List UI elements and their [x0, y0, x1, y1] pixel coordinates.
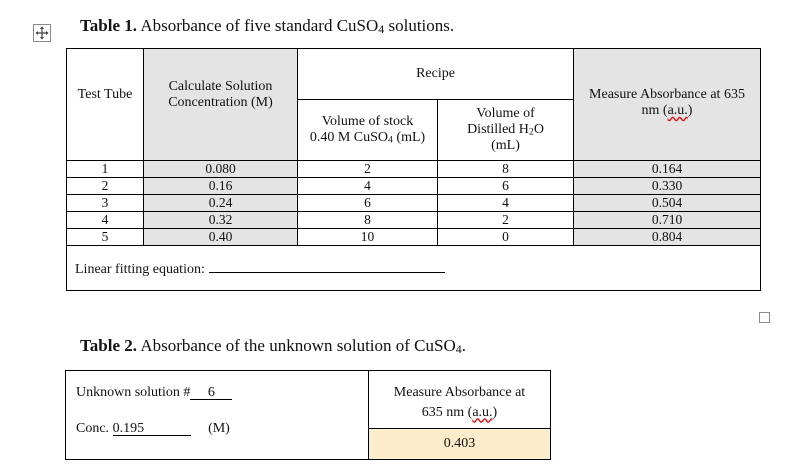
- absorbance-cell[interactable]: 0.504: [574, 195, 761, 212]
- caption-subscript: 4: [378, 21, 385, 36]
- table-resize-handle[interactable]: [759, 312, 770, 323]
- header-water-volume: Volume of Distilled $H_2O$ (mL): [438, 100, 574, 161]
- stock-cell[interactable]: 4: [298, 178, 438, 195]
- concentration-cell[interactable]: 0.32: [144, 212, 298, 229]
- water-cell[interactable]: 8: [438, 161, 574, 178]
- caption-end: solutions.: [384, 16, 455, 35]
- spellcheck-underline: a.u.: [472, 404, 493, 420]
- tube-cell[interactable]: 5: [67, 229, 144, 246]
- header-stock-volume: Volume of stock 0.40 M CuSO$_4$ (mL): [298, 100, 438, 161]
- unknown-absorbance-cell[interactable]: 0.403: [369, 429, 551, 460]
- unknown-number-field[interactable]: 6: [190, 386, 232, 400]
- concentration-unit: (M): [208, 421, 230, 436]
- stock-cell[interactable]: 10: [298, 229, 438, 246]
- caption-subscript: 4: [455, 341, 462, 356]
- table-row: [67, 161, 761, 178]
- water-cell[interactable]: 2: [438, 212, 574, 229]
- unknown-label: Unknown solution #: [76, 385, 191, 400]
- stock-cell[interactable]: 8: [298, 212, 438, 229]
- table-row: [67, 195, 761, 212]
- stock-cell[interactable]: 2: [298, 161, 438, 178]
- stock-cell[interactable]: 6: [298, 195, 438, 212]
- tube-cell[interactable]: 4: [67, 212, 144, 229]
- concentration-cell[interactable]: 0.40: [144, 229, 298, 246]
- tube-cell[interactable]: 2: [67, 178, 144, 195]
- table-row: [67, 178, 761, 195]
- measure-absorbance-header: Measure Absorbance at 635 nm (a.u.): [369, 371, 551, 429]
- fitting-equation-label: Linear fitting equation:: [75, 261, 205, 277]
- header-recipe: Recipe: [298, 49, 574, 100]
- fitting-equation-cell[interactable]: [67, 246, 761, 291]
- header-concentration: Calculate Solution Concentration (M): [144, 49, 298, 161]
- unknown-table: [65, 370, 551, 460]
- header-test-tube: Test Tube: [67, 49, 144, 161]
- standards-table: [66, 48, 761, 291]
- caption-label: Table 2.: [80, 336, 138, 355]
- concentration-field[interactable]: 0.195: [113, 422, 191, 436]
- water-cell[interactable]: 0: [438, 229, 574, 246]
- concentration-label: Conc.: [76, 421, 113, 436]
- water-cell[interactable]: 6: [438, 178, 574, 195]
- concentration-cell[interactable]: 0.24: [144, 195, 298, 212]
- concentration-cell[interactable]: 0.080: [144, 161, 298, 178]
- caption-end: .: [461, 336, 466, 355]
- concentration-cell[interactable]: 0.16: [144, 178, 298, 195]
- tube-cell[interactable]: 1: [67, 161, 144, 178]
- table-row: [67, 229, 761, 246]
- table-move-handle[interactable]: [33, 24, 51, 42]
- header-absorbance: Measure Absorbance at 635 nm (a.u.): [574, 49, 761, 161]
- table2-caption: [80, 336, 466, 356]
- table-row: [67, 212, 761, 229]
- caption-label: Table 1.: [80, 16, 138, 35]
- absorbance-cell[interactable]: 0.164: [574, 161, 761, 178]
- tube-cell[interactable]: 3: [67, 195, 144, 212]
- caption-text: Absorbance of the unknown solution of CuSO: [137, 336, 456, 355]
- absorbance-cell[interactable]: 0.804: [574, 229, 761, 246]
- move-arrows-icon: [35, 26, 49, 40]
- water-cell[interactable]: 4: [438, 195, 574, 212]
- table1-caption: [80, 16, 454, 36]
- absorbance-cell[interactable]: 0.330: [574, 178, 761, 195]
- spellcheck-underline: a.u.: [667, 103, 688, 118]
- unknown-info-cell[interactable]: [66, 371, 369, 460]
- fitting-equation-blank[interactable]: [209, 259, 445, 273]
- caption-text: Absorbance of five standard CuSO: [137, 16, 379, 35]
- absorbance-cell[interactable]: 0.710: [574, 212, 761, 229]
